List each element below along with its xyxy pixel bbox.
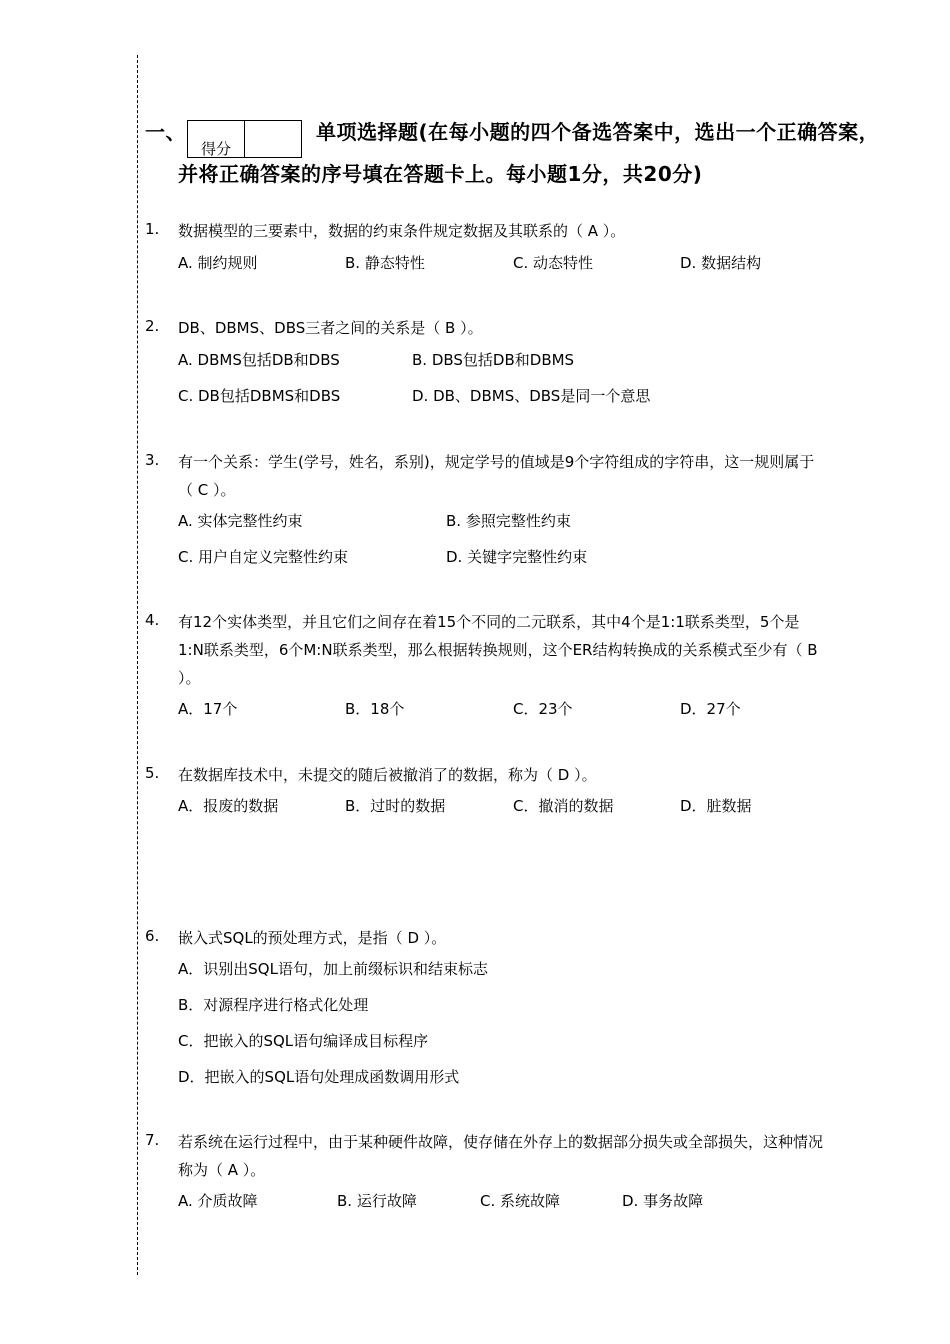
option-a: A．17个 <box>178 700 238 718</box>
question-text: ）。 <box>178 669 201 687</box>
option-b: B. 静态特性 <box>345 254 425 272</box>
question-text: 数据模型的三要素中，数据的约束条件规定数据及其联系的（ A ）。 <box>178 222 626 240</box>
question-text: 有12个实体类型，并且它们之间存在着15个不同的二元联系，其中4个是1:1联系类型，5个是 <box>178 613 800 631</box>
question-number: 6. <box>145 927 160 945</box>
option-a: A．报废的数据 <box>178 797 279 815</box>
section-prefix: 一、 <box>145 120 186 144</box>
option-d: D．把嵌入的SQL语句处理成函数调用形式 <box>178 1068 460 1086</box>
option-b: B．对源程序进行格式化处理 <box>178 996 369 1014</box>
option-b: B．过时的数据 <box>345 797 446 815</box>
question-number: 3. <box>145 451 160 469</box>
question-text: DB、DBMS、DBS三者之间的关系是（ B ）。 <box>178 319 483 337</box>
score-value-cell <box>244 121 301 157</box>
option-d: D．脏数据 <box>680 797 752 815</box>
section-title-text: 单项选择题(在每小题的四个备选答案中，选出一个正确答案， <box>316 120 880 144</box>
question-text: 有一个关系：学生(学号，姓名，系别)，规定学号的值域是9个字符组成的字符串，这一规则属于 <box>178 453 815 471</box>
question-number: 4. <box>145 611 160 629</box>
question-text: 嵌入式SQL的预处理方式，是指（ D ）。 <box>178 929 447 947</box>
option-c: C．撤消的数据 <box>513 797 614 815</box>
option-a: A．识别出SQL语句，加上前缀标识和结束标志 <box>178 960 488 978</box>
option-c: C. 用户自定义完整性约束 <box>178 548 349 566</box>
question-text: 1:N联系类型，6个M:N联系类型，那么根据转换规则，这个ER结构转换成的关系模式至少有（ B <box>178 641 818 659</box>
option-d: D. 事务故障 <box>622 1192 704 1210</box>
option-b: B. 参照完整性约束 <box>446 512 571 530</box>
option-d: D．27个 <box>680 700 741 718</box>
question-text: 在数据库技术中，未提交的随后被撤消了的数据，称为（ D ）。 <box>178 766 597 784</box>
question-number: 2. <box>145 317 160 335</box>
option-b: B. DBS包括DB和DBMS <box>412 351 575 369</box>
option-c: C. 动态特性 <box>513 254 594 272</box>
binding-dashed-line <box>137 55 138 1275</box>
option-b: B. 运行故障 <box>337 1192 417 1210</box>
option-d: D. DB、DBMS、DBS是同一个意思 <box>412 387 651 405</box>
option-d: D. 关键字完整性约束 <box>446 548 588 566</box>
option-d: D. 数据结构 <box>680 254 762 272</box>
option-c: C. 系统故障 <box>480 1192 561 1210</box>
question-number: 7. <box>145 1131 160 1149</box>
question-number: 1. <box>145 220 160 238</box>
section-title-line2: 并将正确答案的序号填在答题卡上。每小题1分，共20分) <box>178 162 703 186</box>
score-label: 得分 <box>201 140 232 158</box>
question-text: （ C ）。 <box>178 481 236 499</box>
option-c: C．把嵌入的SQL语句编译成目标程序 <box>178 1032 429 1050</box>
option-a: A. 介质故障 <box>178 1192 258 1210</box>
question-text: 称为（ A ）。 <box>178 1161 266 1179</box>
option-c: C．23个 <box>513 700 573 718</box>
option-a: A. 制约规则 <box>178 254 258 272</box>
option-b: B．18个 <box>345 700 405 718</box>
question-number: 5. <box>145 764 160 782</box>
option-a: A. 实体完整性约束 <box>178 512 303 530</box>
score-box <box>187 120 302 158</box>
option-a: A. DBMS包括DB和DBS <box>178 351 340 369</box>
score-label-cell <box>188 121 244 157</box>
question-text: 若系统在运行过程中，由于某种硬件故障，使存储在外存上的数据部分损失或全部损失，这种情况 <box>178 1133 824 1151</box>
option-c: C. DB包括DBMS和DBS <box>178 387 341 405</box>
